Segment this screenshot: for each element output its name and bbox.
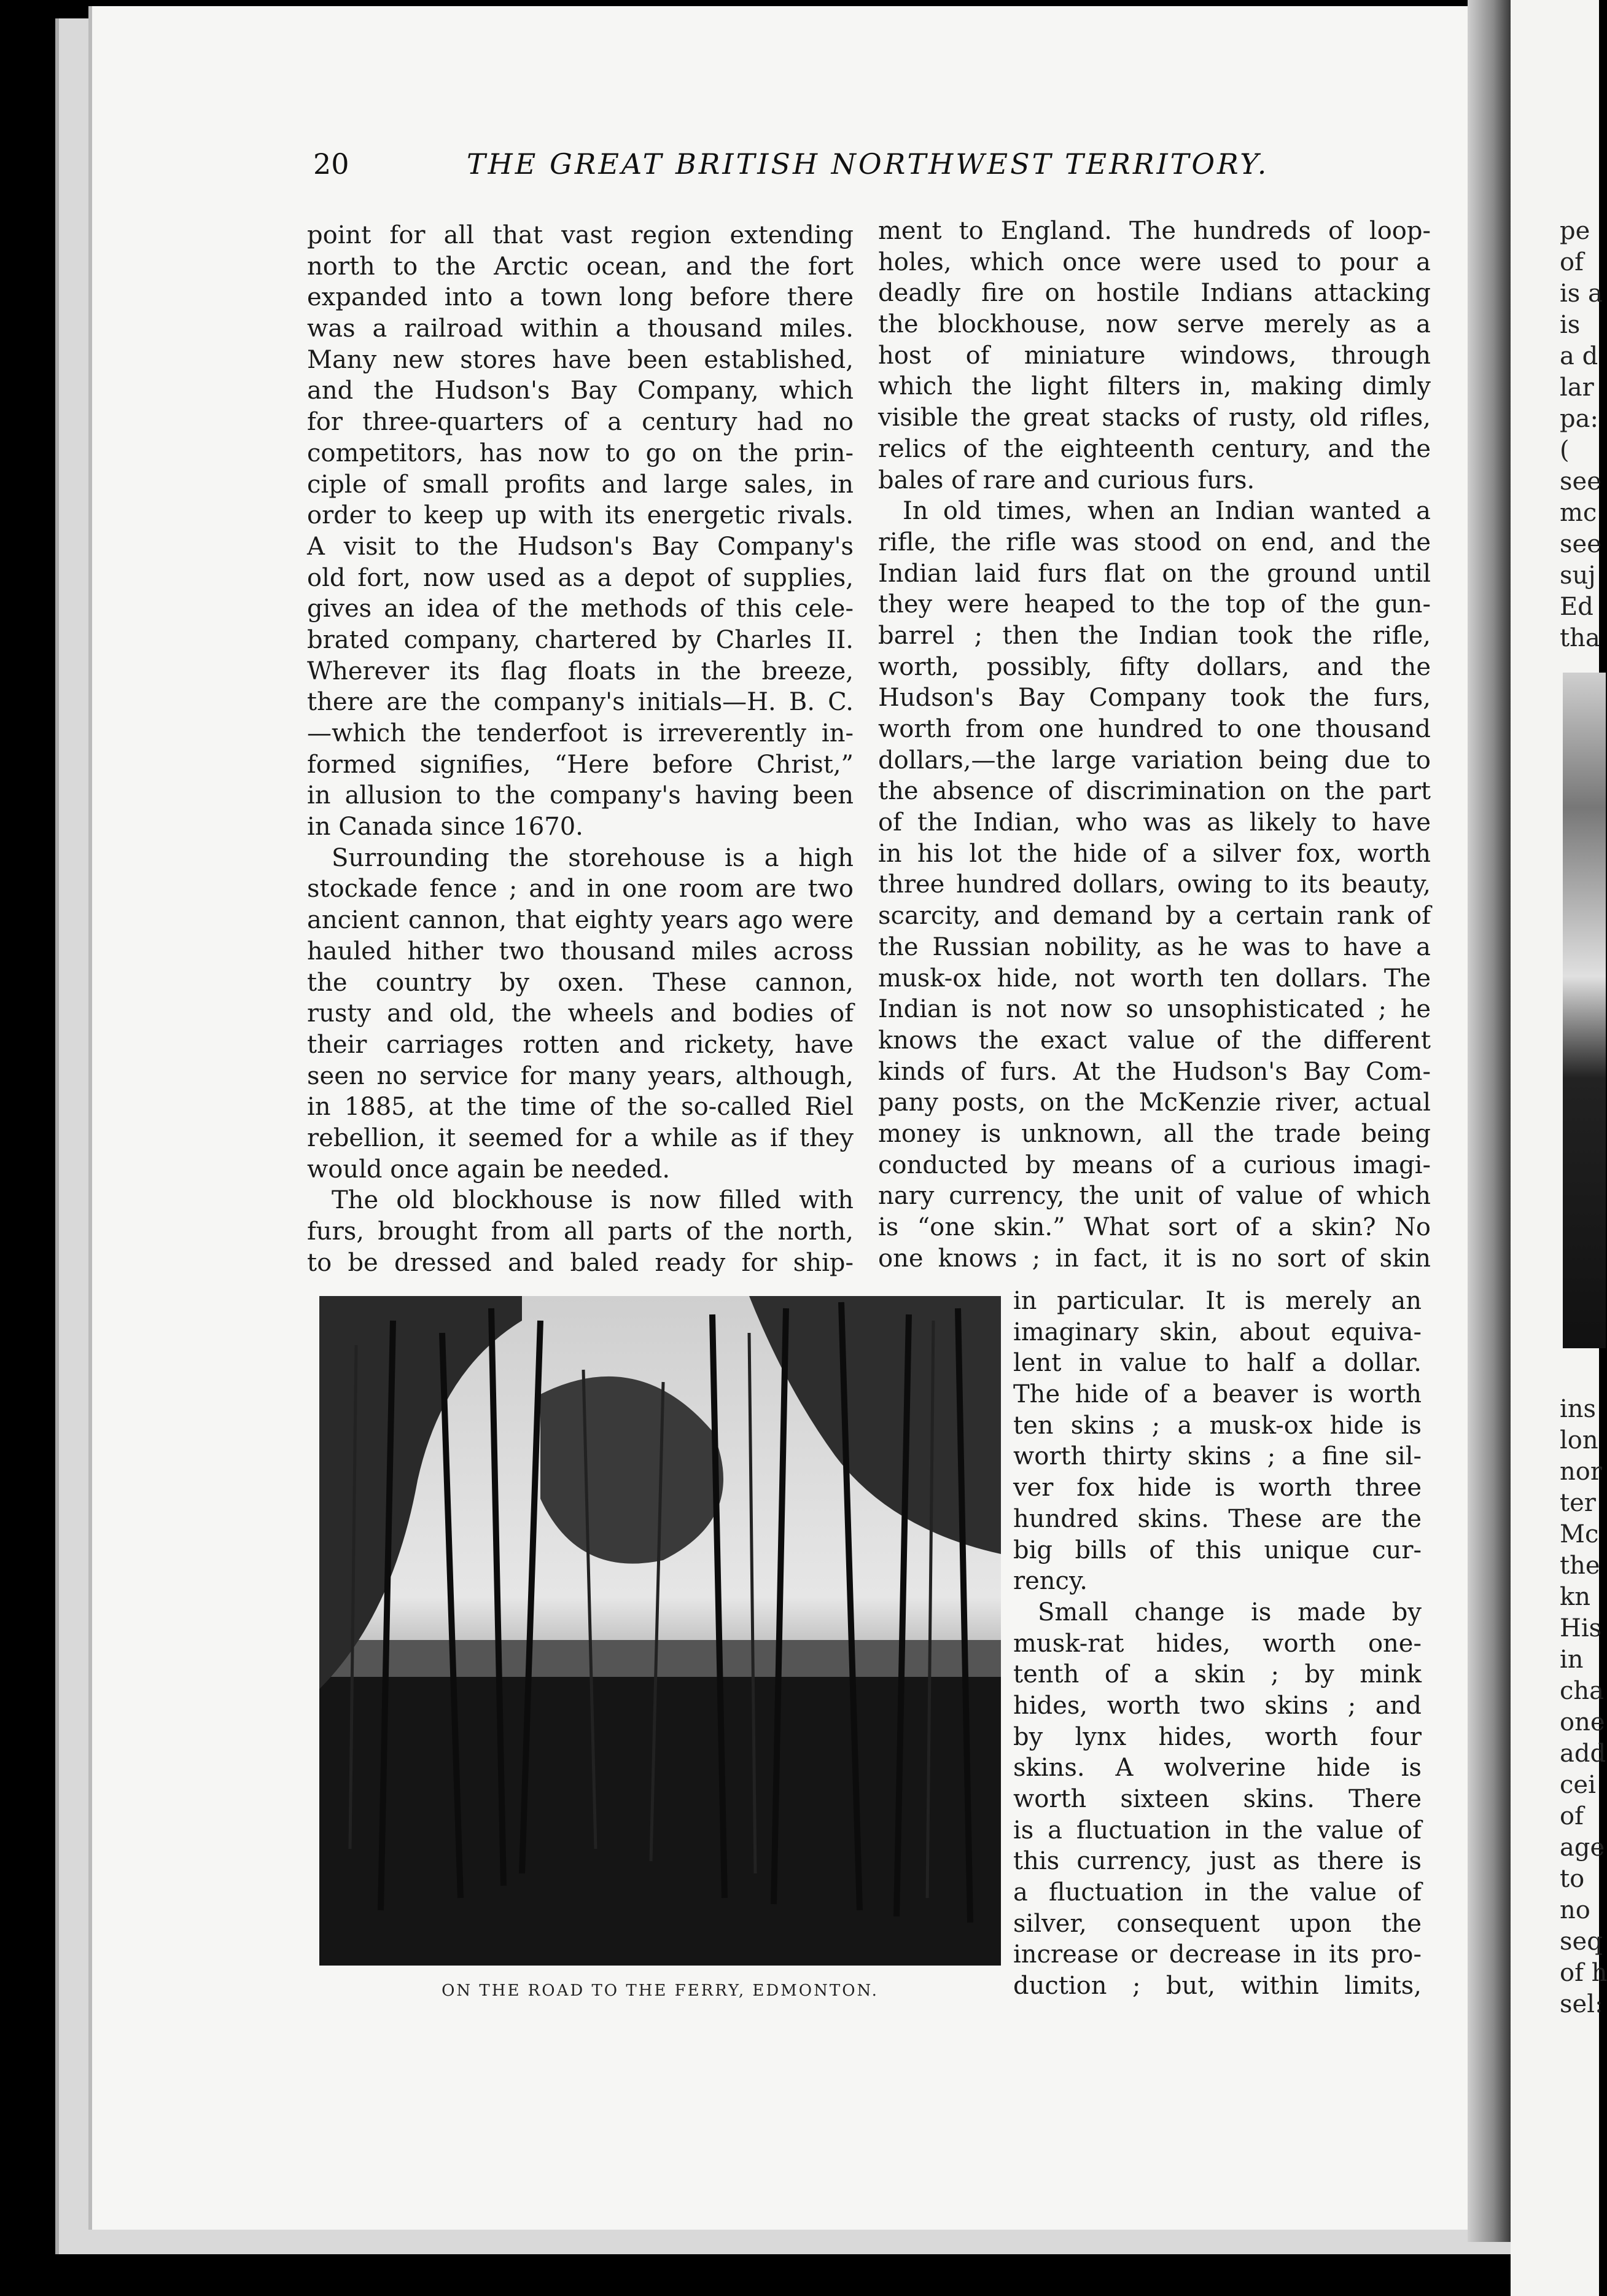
facing-page-fragment: of h	[1560, 1959, 1607, 1987]
text-line: ancient cannon, that eighty years ago were	[307, 906, 854, 935]
facing-page-photograph-edge	[1563, 673, 1606, 1348]
facing-page-fragment: one	[1560, 1708, 1605, 1736]
text-line: The old blockhouse is now filled with	[332, 1186, 854, 1215]
text-line: increase or decrease in its pro-	[1013, 1940, 1422, 1969]
text-line: seen no service for many years, although,	[307, 1061, 854, 1090]
text-line: visible the great stacks of rusty, old rifles,	[878, 404, 1431, 432]
text-line: In old times, when an Indian wanted a	[903, 497, 1431, 526]
text-line: was a railroad within a thousand miles.	[307, 314, 854, 343]
text-line: —which the tenderfoot is irreverently in-	[307, 719, 854, 748]
text-line: silver, consequent upon the	[1013, 1909, 1422, 1938]
text-line: gives an idea of the methods of this cele-	[307, 595, 854, 623]
text-line: stockade fence ; and in one room are two	[307, 875, 854, 904]
text-line: barrel ; then the Indian took the rifle,	[878, 621, 1431, 650]
facing-page-fragment: pe	[1560, 217, 1590, 245]
text-line: kinds of furs. At the Hudson's Bay Com-	[878, 1057, 1431, 1086]
facing-page-fragment: pa:	[1560, 405, 1598, 433]
facing-page-fragment: suj	[1560, 561, 1596, 590]
text-line: a fluctuation in the value of	[1013, 1878, 1422, 1907]
text-line: there are the company's initials—H. B. C.	[307, 688, 854, 717]
right-text-column	[878, 216, 1431, 1274]
text-line: ment to England. The hundreds of loop-	[878, 217, 1431, 245]
text-line: worth sixteen skins. There	[1013, 1785, 1422, 1813]
text-line: imaginary skin, about equiva-	[1013, 1318, 1422, 1346]
text-line: order to keep up with its energetic rivals.	[307, 501, 854, 530]
facing-page-fragment: nor	[1560, 1458, 1602, 1486]
text-line: for three-quarters of a century had no	[307, 408, 854, 437]
text-line: ten skins ; a musk-ox hide is	[1013, 1411, 1422, 1440]
text-line: worth from one hundred to one thousand	[878, 715, 1431, 743]
text-line: nary currency, the unit of value of which	[878, 1182, 1431, 1211]
facing-page-fragment: a d	[1560, 342, 1598, 370]
text-line: in 1885, at the time of the so-called Riel	[307, 1093, 854, 1122]
text-line: in Canada since 1670.	[307, 813, 583, 841]
text-line: hides, worth two skins ; and	[1013, 1691, 1422, 1720]
text-line: Indian laid furs flat on the ground until	[878, 559, 1431, 588]
text-line: deadly fire on hostile Indians attacking	[878, 279, 1431, 308]
figure-caption: ON THE ROAD TO THE FERRY, EDMONTON.	[442, 1982, 879, 2000]
narrow-text-column	[1013, 1286, 1422, 2002]
text-line: this currency, just as there is	[1013, 1847, 1422, 1876]
text-line: by lynx hides, worth four	[1013, 1722, 1422, 1751]
text-line: Wherever its flag floats in the breeze,	[307, 657, 854, 685]
text-line: relics of the eighteenth century, and the	[878, 434, 1431, 463]
text-line: scarcity, and demand by a certain rank of	[878, 902, 1431, 931]
left-text-column	[307, 220, 854, 1278]
text-line: holes, which once were used to pour a	[878, 248, 1431, 276]
facing-page-fragment: cei	[1560, 1771, 1596, 1799]
text-line: the blockhouse, now serve merely as a	[878, 310, 1431, 339]
text-line: point for all that vast region extending	[307, 221, 854, 249]
text-line: would once again be needed.	[307, 1155, 671, 1184]
facing-page-fragment: mc	[1560, 499, 1597, 527]
text-line: bales of rare and curious furs.	[878, 466, 1255, 494]
text-line: knows the exact value of the different	[878, 1026, 1431, 1055]
text-line: The hide of a beaver is worth	[1013, 1380, 1422, 1409]
text-line: rifle, the rifle was stood on end, and the	[878, 528, 1431, 556]
page-number: 20	[313, 147, 349, 181]
text-line: Small change is made by	[1038, 1598, 1422, 1626]
text-line: is “one skin.” What sort of a skin? No	[878, 1213, 1431, 1241]
text-line: hundred skins. These are the	[1013, 1504, 1422, 1533]
facing-page-fragment: ter	[1560, 1489, 1596, 1517]
text-line: Indian is not now so unsophisticated ; he	[878, 995, 1431, 1024]
facing-page-fragment: Ed	[1560, 593, 1593, 621]
text-line: Surrounding the storehouse is a high	[332, 843, 854, 872]
text-line: the country by oxen. These cannon,	[307, 968, 854, 997]
running-title: THE GREAT BRITISH NORTHWEST TERRITORY.	[467, 147, 1269, 181]
facing-page-fragment: sel:	[1560, 1990, 1603, 2018]
facing-page-fragment: tha	[1560, 624, 1600, 652]
text-line: old fort, now used as a depot of supplies,	[307, 563, 854, 592]
forest-scene-image	[319, 1296, 1001, 1966]
text-line: worth thirty skins ; a fine sil-	[1013, 1442, 1422, 1471]
text-line: host of miniature windows, through	[878, 341, 1431, 370]
text-line: and the Hudson's Bay Company, which	[307, 377, 854, 405]
text-line: is a fluctuation in the value of	[1013, 1816, 1422, 1845]
facing-page-fragment: to	[1560, 1865, 1585, 1893]
text-line: Hudson's Bay Company took the furs,	[878, 684, 1431, 713]
facing-page-fragment: is a	[1560, 279, 1603, 308]
facing-page-fragment: kn	[1560, 1583, 1590, 1611]
text-line: conducted by means of a curious imagi-	[878, 1150, 1431, 1179]
text-line: musk-ox hide, not worth ten dollars. The	[878, 964, 1431, 993]
text-line: musk-rat hides, worth one-	[1013, 1629, 1422, 1658]
facing-page-fragment: (	[1560, 436, 1570, 464]
text-line: in particular. It is merely an	[1013, 1287, 1422, 1315]
text-line: expanded into a town long before there	[307, 283, 854, 312]
text-line: of the Indian, who was as likely to have	[878, 808, 1431, 837]
text-line: rebellion, it seemed for a while as if they	[307, 1123, 854, 1152]
facing-page-fragment: see	[1560, 530, 1601, 558]
text-line: the absence of discrimination on the part	[878, 777, 1431, 806]
facing-page-fragment: age	[1560, 1833, 1605, 1862]
facing-page-fragment: of	[1560, 248, 1584, 276]
text-line: pany posts, on the McKenzie river, actual	[878, 1088, 1431, 1117]
text-line: formed signifies, “Here before Christ,”	[307, 750, 854, 779]
text-line: Many new stores have been established,	[307, 345, 854, 374]
facing-page-fragment: lar	[1560, 373, 1594, 402]
text-line: worth, possibly, fifty dollars, and the	[878, 652, 1431, 681]
text-line: which the light filters in, making dimly	[878, 372, 1431, 401]
facing-page-fragment: Mc	[1560, 1520, 1599, 1548]
facing-page-fragment: cha	[1560, 1677, 1605, 1705]
text-line: A visit to the Hudson's Bay Company's	[307, 532, 854, 561]
text-line: their carriages rotten and rickety, have	[307, 1030, 854, 1059]
text-line: skins. A wolverine hide is	[1013, 1754, 1422, 1783]
text-line: lent in value to half a dollar.	[1013, 1349, 1422, 1378]
facing-page-fragment: seq	[1560, 1927, 1603, 1956]
text-line: rency.	[1013, 1567, 1088, 1596]
text-line: in allusion to the company's having been	[307, 781, 854, 810]
text-line: they were heaped to the top of the gun-	[878, 590, 1431, 619]
text-line: one knows ; in fact, it is no sort of skin	[878, 1244, 1431, 1273]
facing-page-fragment: see	[1560, 467, 1601, 496]
text-line: in his lot the hide of a silver fox, worth	[878, 839, 1431, 868]
text-line: dollars,—the large variation being due to	[878, 746, 1431, 775]
text-line: ciple of small profits and large sales, in	[307, 470, 854, 499]
facing-page-fragment: lon	[1560, 1426, 1598, 1455]
text-line: furs, brought from all parts of the north,	[307, 1217, 854, 1246]
photograph-road-to-ferry	[319, 1296, 1001, 1966]
text-line: the Russian nobility, as he was to have a	[878, 932, 1431, 961]
facing-page-fragment: in	[1560, 1646, 1584, 1674]
text-line: big bills of this unique cur-	[1013, 1536, 1422, 1564]
text-line: hauled hither two thousand miles across	[307, 937, 854, 966]
book-gutter	[1468, 0, 1511, 2242]
facing-page-fragment: add	[1560, 1740, 1606, 1768]
text-line: brated company, chartered by Charles II.	[307, 625, 854, 654]
text-line: competitors, has now to go on the prin-	[307, 439, 854, 467]
facing-page-fragment: the	[1560, 1552, 1600, 1580]
facing-page-fragment: His	[1560, 1614, 1602, 1642]
text-line: three hundred dollars, owing to its beauty,	[878, 870, 1431, 899]
text-line: duction ; but, within limits,	[1013, 1972, 1422, 2001]
text-line: money is unknown, all the trade being	[878, 1119, 1431, 1148]
text-line: rusty and old, the wheels and bodies of	[307, 999, 854, 1028]
text-line: north to the Arctic ocean, and the fort	[307, 252, 854, 281]
facing-page-fragment: no	[1560, 1896, 1590, 1924]
facing-page-fragment: is	[1560, 311, 1581, 339]
text-line: ver fox hide is worth three	[1013, 1474, 1422, 1502]
facing-page-fragment: ins	[1560, 1395, 1597, 1423]
text-line: tenth of a skin ; by mink	[1013, 1660, 1422, 1689]
facing-page-fragment: of	[1560, 1802, 1584, 1830]
text-line: to be dressed and baled ready for ship-	[307, 1248, 854, 1277]
